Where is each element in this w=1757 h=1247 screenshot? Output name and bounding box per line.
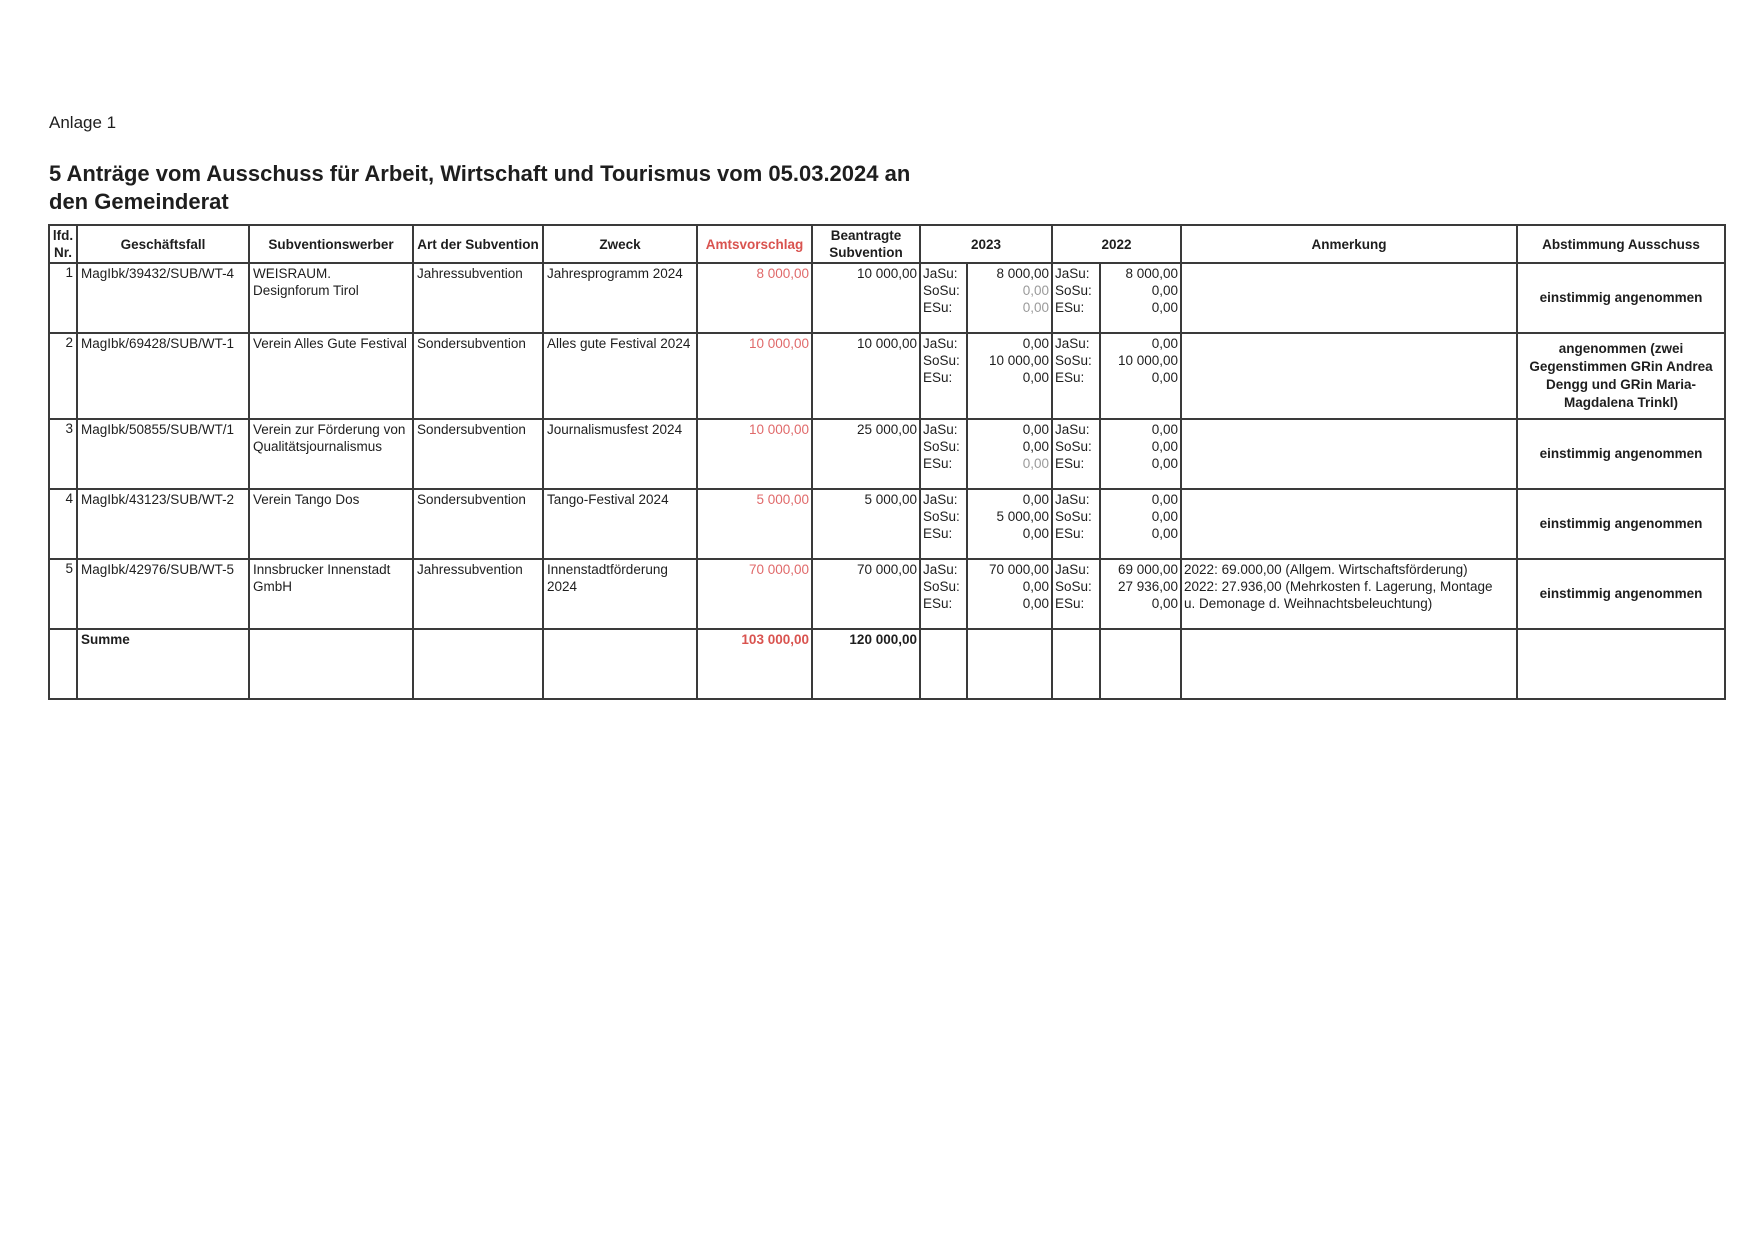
row-2023-values <box>967 333 1052 419</box>
col-header-anmerkung: Anmerkung <box>1181 225 1517 263</box>
row-amtsvorschlag: 70 000,00 <box>697 559 812 629</box>
anmerkung-line <box>1184 421 1514 438</box>
value-sosu-2023: 5 000,00 <box>996 509 1050 524</box>
sum-nr <box>49 629 77 699</box>
value-sosu-2023: 10 000,00 <box>988 353 1050 368</box>
row-anmerkung <box>1181 419 1517 489</box>
label-esu: ESu: <box>923 526 953 541</box>
anmerkung-line: 2022: 27.936,00 (Mehrkosten f. Lagerung, Montage <box>1184 579 1493 594</box>
label-esu: ESu: <box>923 596 953 611</box>
row-2023-values <box>967 419 1052 489</box>
label-jasu: JaSu: <box>923 562 958 577</box>
row-abstimmung: einstimmig angenommen <box>1517 489 1725 559</box>
anmerkung-line <box>1184 369 1514 386</box>
row-amtsvorschlag: 5 000,00 <box>697 489 812 559</box>
anmerkung-line <box>1184 352 1514 369</box>
anmerkung-line <box>1184 335 1514 352</box>
table-row <box>49 263 1725 333</box>
value-sosu-2022: 0,00 <box>1151 283 1179 298</box>
label-sosu: SoSu: <box>923 579 960 594</box>
col-header-werber: Subventionswerber <box>249 225 413 263</box>
document-title: 5 Anträge vom Ausschuss für Arbeit, Wirtschaft und Tourismus vom 05.03.2024 an den Gemeinderat <box>49 161 911 214</box>
row-2023-values <box>967 559 1052 629</box>
anmerkung-line <box>1184 299 1514 316</box>
row-beantragt: 10 000,00 <box>812 333 920 419</box>
row-anmerkung <box>1181 333 1517 419</box>
row-geschaeftsfall: MagIbk/42976/SUB/WT-5 <box>77 559 249 629</box>
value-jasu-2022: 0,00 <box>1151 336 1179 351</box>
sum-label: Summe <box>77 629 249 699</box>
sum-beantragt: 120 000,00 <box>812 629 920 699</box>
anmerkung-line <box>1184 491 1514 508</box>
row-amtsvorschlag: 10 000,00 <box>697 419 812 489</box>
row-abstimmung: angenommen (zwei Gegenstimmen GRin Andrea Dengg und GRin Maria-Magdalena Trinkl) <box>1517 333 1725 419</box>
row-beantragt: 70 000,00 <box>812 559 920 629</box>
table-row <box>49 333 1725 419</box>
row-2022-labels <box>1052 333 1100 419</box>
value-sosu-2023: 0,00 <box>1022 283 1050 298</box>
row-amtsvorschlag: 10 000,00 <box>697 333 812 419</box>
anmerkung-line <box>1184 525 1514 542</box>
label-jasu: JaSu: <box>1055 266 1090 281</box>
row-art: Sondersubvention <box>413 333 543 419</box>
row-anmerkung <box>1181 559 1517 629</box>
col-header-art: Art der Subvention <box>413 225 543 263</box>
label-sosu: SoSu: <box>1055 579 1092 594</box>
row-art: Jahressubvention <box>413 559 543 629</box>
value-sosu-2022: 0,00 <box>1151 509 1179 524</box>
value-jasu-2023: 0,00 <box>1022 336 1050 351</box>
value-esu-2022: 0,00 <box>1151 456 1179 471</box>
label-jasu: JaSu: <box>923 492 958 507</box>
value-esu-2022: 0,00 <box>1151 370 1179 385</box>
value-esu-2022: 0,00 <box>1151 526 1179 541</box>
row-2022-values <box>1100 489 1181 559</box>
row-beantragt: 5 000,00 <box>812 489 920 559</box>
row-2022-values <box>1100 419 1181 489</box>
row-geschaeftsfall: MagIbk/43123/SUB/WT-2 <box>77 489 249 559</box>
sum-empty <box>1181 629 1517 699</box>
label-esu: ESu: <box>1055 526 1085 541</box>
sum-empty <box>413 629 543 699</box>
value-esu-2022: 0,00 <box>1151 300 1179 315</box>
value-jasu-2023: 70 000,00 <box>988 562 1050 577</box>
row-werber: Verein Tango Dos <box>249 489 413 559</box>
value-jasu-2023: 0,00 <box>1022 422 1050 437</box>
value-sosu-2022: 10 000,00 <box>1117 353 1179 368</box>
value-sosu-2022: 27 936,00 <box>1117 579 1179 594</box>
label-esu: ESu: <box>923 370 953 385</box>
label-sosu: SoSu: <box>1055 439 1092 454</box>
row-nr: 5 <box>49 559 77 629</box>
row-anmerkung <box>1181 489 1517 559</box>
label-jasu: JaSu: <box>1055 562 1090 577</box>
label-sosu: SoSu: <box>923 353 960 368</box>
row-geschaeftsfall: MagIbk/39432/SUB/WT-4 <box>77 263 249 333</box>
label-jasu: JaSu: <box>923 266 958 281</box>
anmerkung-line <box>1184 508 1514 525</box>
row-2023-labels <box>920 333 967 419</box>
label-sosu: SoSu: <box>923 283 960 298</box>
value-esu-2023: 0,00 <box>1022 456 1050 471</box>
header-row <box>49 225 1725 263</box>
label-esu: ESu: <box>1055 370 1085 385</box>
value-jasu-2023: 8 000,00 <box>996 266 1050 281</box>
label-jasu: JaSu: <box>923 422 958 437</box>
label-jasu: JaSu: <box>1055 492 1090 507</box>
row-amtsvorschlag: 8 000,00 <box>697 263 812 333</box>
anmerkung-line <box>1184 438 1514 455</box>
col-header-geschaeftsfall: Geschäftsfall <box>77 225 249 263</box>
row-2022-labels <box>1052 559 1100 629</box>
value-esu-2023: 0,00 <box>1022 596 1050 611</box>
value-jasu-2022: 8 000,00 <box>1125 266 1179 281</box>
row-2023-values <box>967 489 1052 559</box>
row-nr: 1 <box>49 263 77 333</box>
row-anmerkung <box>1181 263 1517 333</box>
sum-empty <box>967 629 1052 699</box>
label-sosu: SoSu: <box>1055 353 1092 368</box>
anmerkung-line <box>1184 282 1514 299</box>
label-esu: ESu: <box>1055 596 1085 611</box>
sum-empty <box>920 629 967 699</box>
row-beantragt: 10 000,00 <box>812 263 920 333</box>
value-jasu-2022: 0,00 <box>1151 492 1179 507</box>
row-2022-values <box>1100 559 1181 629</box>
row-zweck: Jahresprogramm 2024 <box>543 263 697 333</box>
row-werber: Verein zur Förderung von Qualitätsjournalismus <box>249 419 413 489</box>
row-abstimmung: einstimmig angenommen <box>1517 263 1725 333</box>
value-sosu-2023: 0,00 <box>1022 439 1050 454</box>
row-art: Jahressubvention <box>413 263 543 333</box>
col-header-nr: lfd. Nr. <box>49 225 77 263</box>
value-esu-2023: 0,00 <box>1022 300 1050 315</box>
label-esu: ESu: <box>1055 456 1085 471</box>
row-zweck: Innenstadtförderung 2024 <box>543 559 697 629</box>
sum-amtsvorschlag: 103 000,00 <box>697 629 812 699</box>
row-2022-labels <box>1052 263 1100 333</box>
anmerkung-line <box>1184 455 1514 472</box>
table-row <box>49 559 1725 629</box>
row-abstimmung: einstimmig angenommen <box>1517 559 1725 629</box>
row-geschaeftsfall: MagIbk/69428/SUB/WT-1 <box>77 333 249 419</box>
row-nr: 4 <box>49 489 77 559</box>
row-2022-labels <box>1052 419 1100 489</box>
label-esu: ESu: <box>923 456 953 471</box>
row-2022-values <box>1100 263 1181 333</box>
sum-empty <box>1517 629 1725 699</box>
value-sosu-2022: 0,00 <box>1151 439 1179 454</box>
row-2023-labels <box>920 559 967 629</box>
sum-empty <box>1100 629 1181 699</box>
label-sosu: SoSu: <box>923 509 960 524</box>
anmerkung-line: u. Demonage d. Weihnachtsbeleuchtung) <box>1184 596 1433 611</box>
sum-empty <box>543 629 697 699</box>
row-zweck: Alles gute Festival 2024 <box>543 333 697 419</box>
col-header-beantragt: Beantragte Subvention <box>812 225 920 263</box>
anmerkung-line: 2022: 69.000,00 (Allgem. Wirtschaftsförderung) <box>1184 562 1468 577</box>
sum-empty <box>249 629 413 699</box>
row-werber: Innsbrucker Innenstadt GmbH <box>249 559 413 629</box>
sum-empty <box>1052 629 1100 699</box>
label-jasu: JaSu: <box>1055 336 1090 351</box>
row-werber: Verein Alles Gute Festival <box>249 333 413 419</box>
label-jasu: JaSu: <box>1055 422 1090 437</box>
row-abstimmung: einstimmig angenommen <box>1517 419 1725 489</box>
value-esu-2022: 0,00 <box>1151 596 1179 611</box>
row-art: Sondersubvention <box>413 419 543 489</box>
row-nr: 2 <box>49 333 77 419</box>
row-art: Sondersubvention <box>413 489 543 559</box>
row-2023-labels <box>920 419 967 489</box>
anmerkung-line <box>1184 265 1514 282</box>
row-2023-labels <box>920 263 967 333</box>
value-esu-2023: 0,00 <box>1022 526 1050 541</box>
row-2023-labels <box>920 489 967 559</box>
row-zweck: Journalismusfest 2024 <box>543 419 697 489</box>
row-nr: 3 <box>49 419 77 489</box>
row-geschaeftsfall: MagIbk/50855/SUB/WT/1 <box>77 419 249 489</box>
label-jasu: JaSu: <box>923 336 958 351</box>
row-zweck: Tango-Festival 2024 <box>543 489 697 559</box>
sum-row <box>49 629 1725 699</box>
subsidy-table <box>48 224 1726 700</box>
attachment-label: Anlage 1 <box>49 113 117 132</box>
table-row <box>49 419 1725 489</box>
value-jasu-2022: 69 000,00 <box>1117 562 1179 577</box>
value-jasu-2022: 0,00 <box>1151 422 1179 437</box>
value-esu-2023: 0,00 <box>1022 370 1050 385</box>
value-jasu-2023: 0,00 <box>1022 492 1050 507</box>
col-header-2022: 2022 <box>1052 225 1181 263</box>
value-sosu-2023: 0,00 <box>1022 579 1050 594</box>
row-werber: WEISRAUM. Designforum Tirol <box>249 263 413 333</box>
label-sosu: SoSu: <box>1055 509 1092 524</box>
col-header-zweck: Zweck <box>543 225 697 263</box>
row-beantragt: 25 000,00 <box>812 419 920 489</box>
label-sosu: SoSu: <box>923 439 960 454</box>
row-2022-labels <box>1052 489 1100 559</box>
col-header-amtsvorschlag: Amtsvorschlag <box>697 225 812 263</box>
row-2022-values <box>1100 333 1181 419</box>
col-header-2023: 2023 <box>920 225 1052 263</box>
label-esu: ESu: <box>923 300 953 315</box>
col-header-abstimmung: Abstimmung Ausschuss <box>1517 225 1725 263</box>
row-2023-values <box>967 263 1052 333</box>
table-row <box>49 489 1725 559</box>
label-esu: ESu: <box>1055 300 1085 315</box>
label-sosu: SoSu: <box>1055 283 1092 298</box>
